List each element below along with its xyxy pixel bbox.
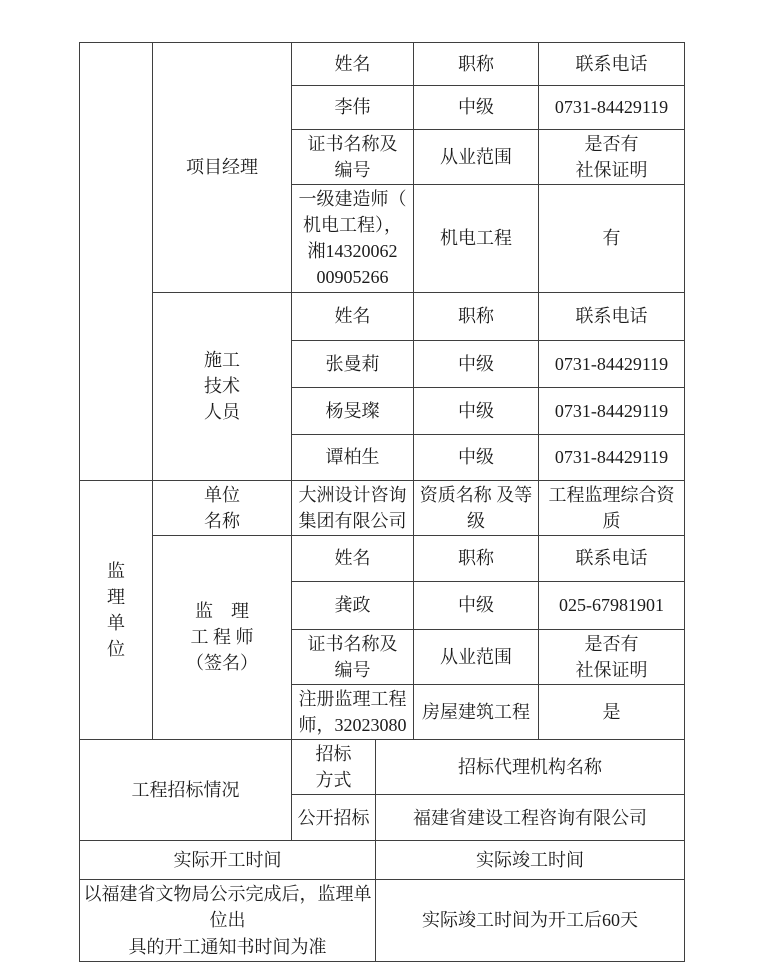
bidding-method-label: 招标 方式 (292, 740, 376, 795)
qualification-value: 工程监理综合资 质 (539, 480, 685, 535)
eng-social-value-cell: 是 (539, 684, 685, 739)
bidding-section-label: 工程招标情况 (80, 740, 292, 841)
actual-finish-value: 实际竣工时间为开工后60天 (376, 880, 685, 961)
staff-title-cell: 中级 (414, 340, 539, 387)
pm-phone-cell: 0731-84429119 (539, 86, 685, 130)
pm-cert-header-cell: 证书名称及 编号 (292, 130, 414, 185)
staff-phone-cell: 0731-84429119 (539, 340, 685, 387)
staff-header-name: 姓名 (292, 292, 414, 340)
eng-scope-value-cell: 房屋建筑工程 (414, 684, 539, 739)
pm-header-name: 姓名 (292, 43, 414, 86)
staff-name-cell: 张曼莉 (292, 340, 414, 387)
actual-start-value: 以福建省文物局公示完成后，监理单位出 具的开工通知书时间为准 (80, 880, 376, 961)
eng-phone-cell: 025-67981901 (539, 581, 685, 629)
supervising-engineer-label: 监 理 工 程 师 （签名） (153, 535, 292, 739)
pm-header-title: 职称 (414, 43, 539, 86)
supervision-unit-label: 监 理 单 位 (80, 480, 153, 740)
bidding-method-value: 公开招标 (292, 795, 376, 841)
qualification-label: 资质名称 及等 级 (414, 480, 539, 535)
unit-name-label: 单位 名称 (153, 480, 292, 535)
left-spacer-cell (80, 43, 153, 481)
pm-cert-value-cell: 一级建造师（ 机电工程）， 湘14320062 00905266 (292, 185, 414, 292)
staff-phone-cell: 0731-84429119 (539, 387, 685, 434)
staff-name-cell: 杨旻璨 (292, 387, 414, 434)
eng-cert-header-cell: 证书名称及 编号 (292, 629, 414, 684)
staff-header-phone: 联系电话 (539, 292, 685, 340)
staff-title-cell: 中级 (414, 434, 539, 480)
actual-start-label: 实际开工时间 (80, 841, 376, 880)
eng-header-phone: 联系电话 (539, 535, 685, 581)
eng-social-header-cell: 是否有 社保证明 (539, 629, 685, 684)
staff-title-cell: 中级 (414, 387, 539, 434)
project-manager-label: 项目经理 (153, 43, 292, 293)
pm-social-header-cell: 是否有 社保证明 (539, 130, 685, 185)
bidding-agency-value: 福建省建设工程咨询有限公司 (376, 795, 685, 841)
staff-header-title: 职称 (414, 292, 539, 340)
staff-name-cell: 谭柏生 (292, 434, 414, 480)
eng-header-title: 职称 (414, 535, 539, 581)
unit-name-value: 大洲设计咨询 集团有限公司 (292, 480, 414, 535)
pm-social-value-cell: 有 (539, 185, 685, 292)
pm-scope-value-cell: 机电工程 (414, 185, 539, 292)
bidding-agency-label: 招标代理机构名称 (376, 740, 685, 795)
pm-title-cell: 中级 (414, 86, 539, 130)
actual-finish-label: 实际竣工时间 (376, 841, 685, 880)
staff-phone-cell: 0731-84429119 (539, 434, 685, 480)
eng-title-cell: 中级 (414, 581, 539, 629)
eng-name-cell: 龚政 (292, 581, 414, 629)
eng-cert-value-cell: 注册监理工程 师，32023080 (292, 684, 414, 739)
pm-name-cell: 李伟 (292, 86, 414, 130)
eng-scope-header-cell: 从业范围 (414, 629, 539, 684)
project-form-table (79, 42, 685, 962)
pm-scope-header-cell: 从业范围 (414, 130, 539, 185)
tech-staff-label: 施工 技术 人员 (153, 292, 292, 480)
eng-header-name: 姓名 (292, 535, 414, 581)
pm-header-phone: 联系电话 (539, 43, 685, 86)
